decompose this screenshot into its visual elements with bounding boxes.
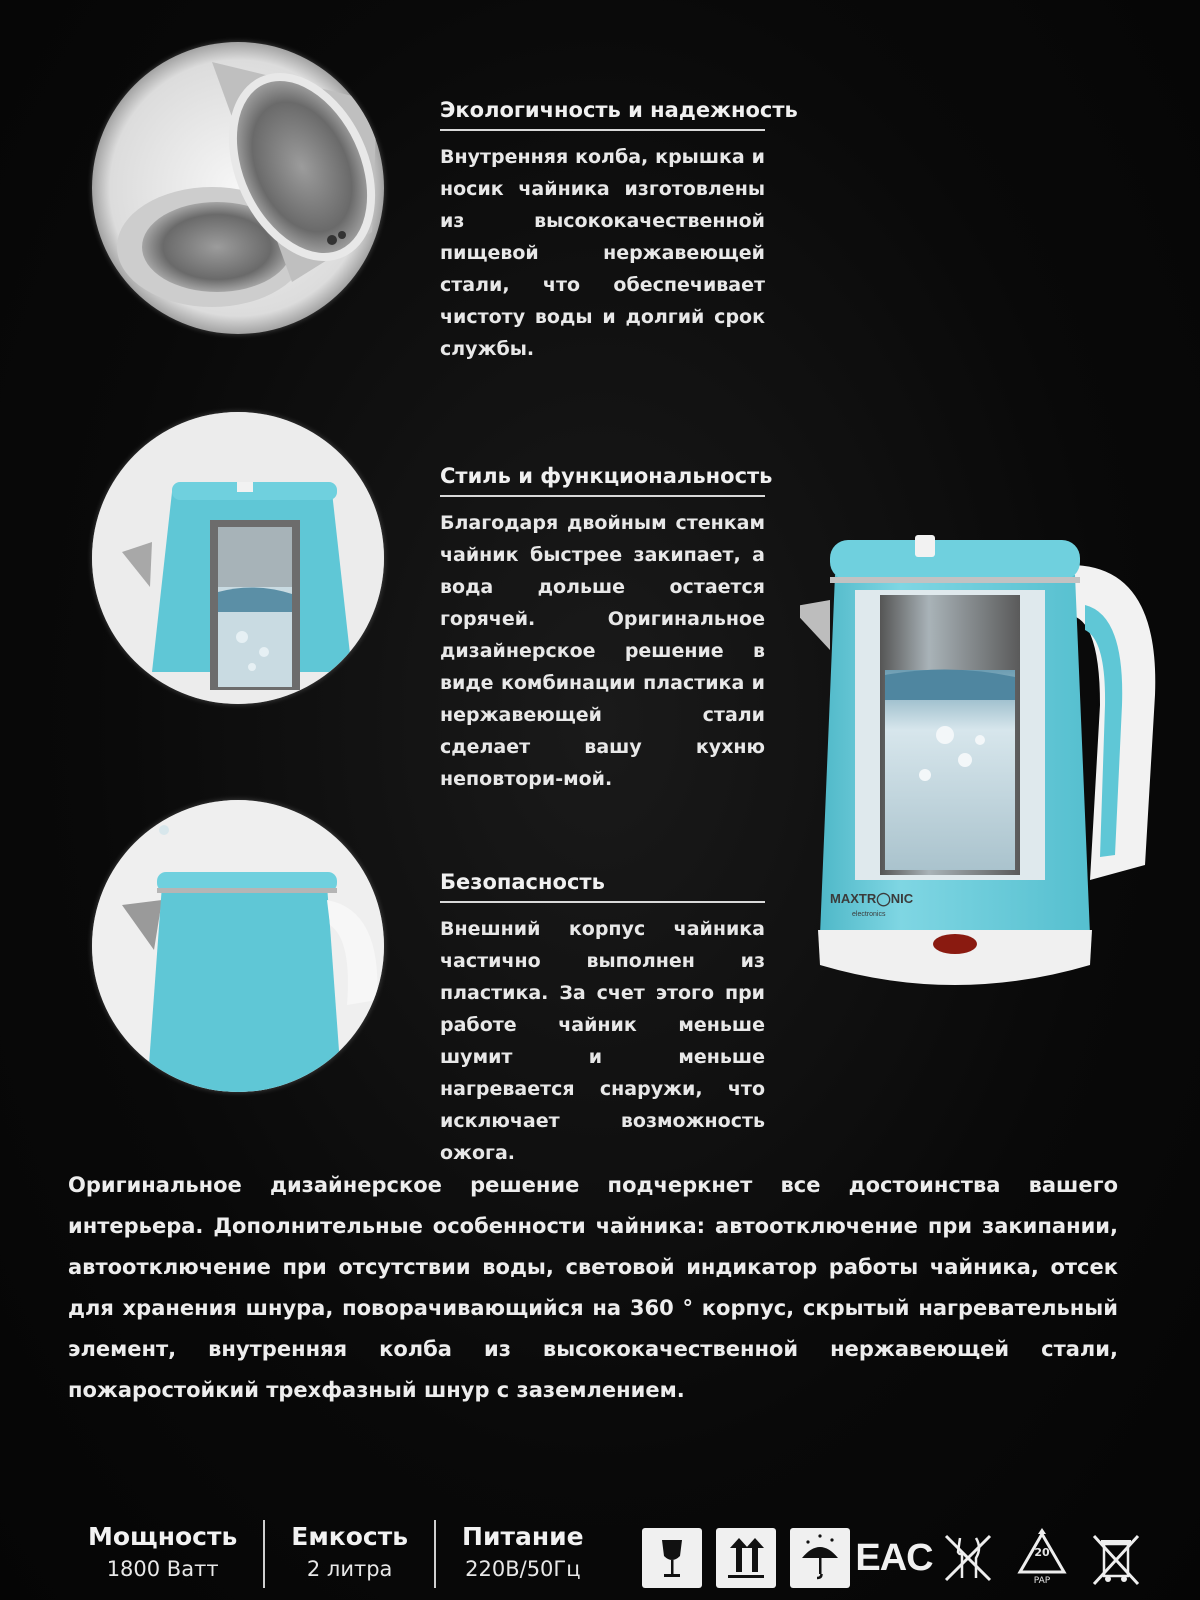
- recycle-number: 20: [1034, 1546, 1050, 1559]
- specs-bar: [62, 1520, 610, 1592]
- spec-value: 220В/50Гц: [465, 1557, 581, 1581]
- kettle-illustration: [800, 535, 1180, 1015]
- fragile-glass-icon: [642, 1528, 702, 1588]
- eac-mark-text: EAC: [855, 1536, 933, 1579]
- feature-eco: [440, 98, 798, 365]
- feature-title: Стиль и функциональность: [440, 464, 765, 497]
- feature-title: Безопасность: [440, 870, 765, 903]
- spec-power: [62, 1520, 263, 1584]
- spec-voltage: [436, 1520, 610, 1584]
- recycle-pap-icon: [1012, 1528, 1072, 1588]
- spec-label: Мощность: [88, 1522, 238, 1551]
- photo-kettle-double-wall: [92, 412, 384, 704]
- product-description: Оригинальное дизайнерское решение подчеркнет все достоинства вашего интерьера. Дополнительные особенности чайника: автоотключение при закипании, автоотключение при отсутствии воды, световой индикатор работы чайника, отсек для хранения шнура, поворачивающийся на 360 ° корпус, скрытый нагревательный элемент, внутренняя колба из высококачественной нержавеющей стали, пожаростойкий трехфазный шнур с заземлением.: [68, 1173, 1118, 1402]
- spec-value: 1800 Ватт: [106, 1557, 219, 1581]
- kettle-product-image: [800, 535, 1180, 1015]
- spec-capacity: [265, 1520, 434, 1584]
- brand-logo-sub: electronics: [852, 911, 886, 918]
- spec-label: Емкость: [291, 1522, 409, 1551]
- eac-mark-icon: [855, 1528, 933, 1588]
- brand-logo: MAXTR◯NIC: [830, 891, 914, 906]
- feature-text: Внутренняя колба, крышка и носик чайника изготовлены из высококачественной пищевой нержавеющей стали, что обеспечивает чистоту воды и долгий срок службы.: [440, 146, 765, 360]
- kettle-double-wall-illustration: [92, 412, 384, 704]
- not-food-contact-icon: [938, 1528, 998, 1588]
- feature-text: Благодаря двойным стенкам чайник быстрее закипает, а вода дольше остается горячей. Оригинальное дизайнерское решение в виде комбинации пластика и нержавеющей стали сделает вашу кухню неповтори-мой.: [440, 512, 765, 790]
- spec-label: Питание: [462, 1522, 584, 1551]
- photo-kettle-interior: [92, 42, 384, 334]
- feature-text: Внешний корпус чайника частично выполнен из пластика. За счет этого при работе чайник меньше шумит и меньше нагревается снаружи, что исключает возможность ожога.: [440, 918, 765, 1164]
- feature-title: Экологичность и надежность: [440, 98, 765, 131]
- recycle-label: PAP: [1033, 1576, 1051, 1586]
- packaging-symbols: [642, 1528, 1146, 1588]
- photo-kettle-exterior: [92, 800, 384, 1092]
- kettle-exterior-illustration: [92, 800, 384, 1092]
- feature-style: [440, 464, 773, 795]
- kettle-interior-illustration: [92, 42, 384, 334]
- keep-dry-umbrella-icon: [790, 1528, 850, 1588]
- spec-value: 2 литра: [306, 1557, 393, 1581]
- this-way-up-icon: [716, 1528, 776, 1588]
- feature-safety: [440, 870, 765, 1169]
- crossed-bin-icon: [1086, 1528, 1146, 1588]
